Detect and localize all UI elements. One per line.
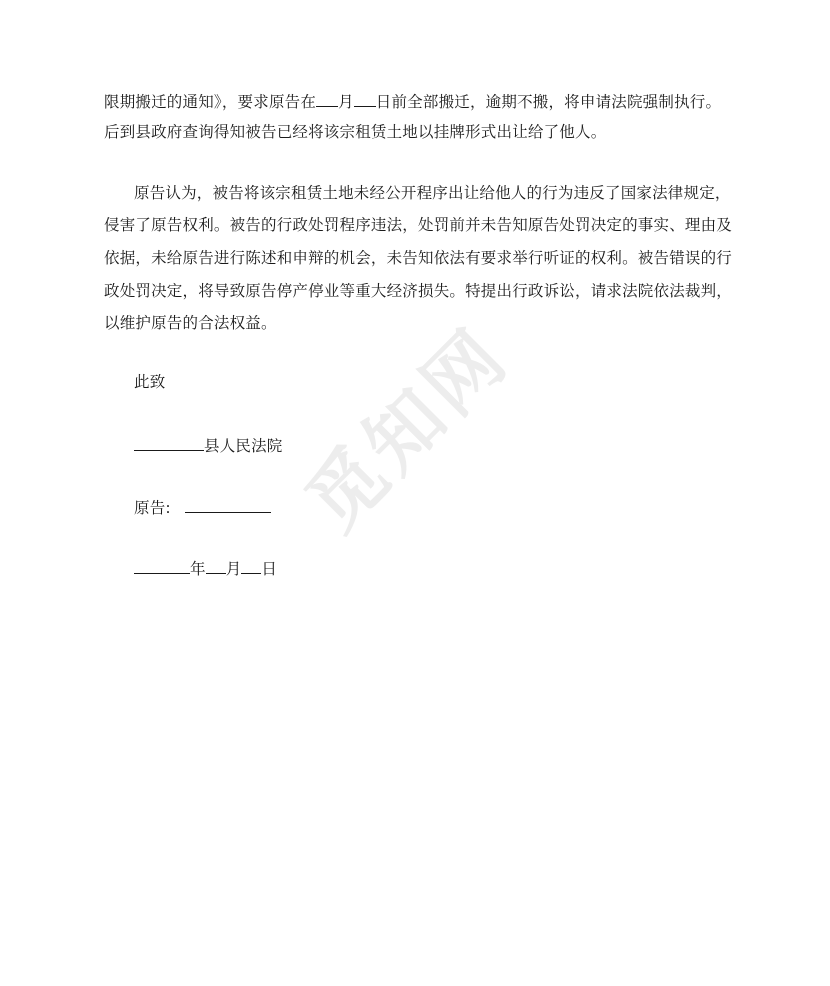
court-name: 县人民法院 — [204, 437, 283, 455]
date-line — [134, 557, 277, 579]
paragraph-2-line-3: 依据，未给原告进行陈述和申辩的机会，未告知依法有要求举行听证的权利。被告错误的行 — [104, 249, 733, 267]
date-day-label: 日 — [261, 560, 278, 578]
text-segment: 日前全部搬迁，逾期不搬，将申请法院强制执行。 — [375, 93, 722, 111]
paragraph-2-line-2: 侵害了原告权利。被告的行政处罚程序违法，处罚前并未告知原告处罚决定的事实、理由及 — [104, 216, 733, 234]
blank-month — [316, 90, 338, 107]
text-segment: 限期搬迁的通知》，要求原告在 — [104, 93, 317, 111]
blank-day — [354, 90, 376, 107]
text-segment: 月 — [338, 93, 354, 111]
blank-year — [134, 557, 190, 574]
date-month-label: 月 — [225, 560, 242, 578]
blank-day — [241, 557, 261, 574]
salutation: 此致 — [134, 373, 166, 391]
plaintiff-line — [134, 496, 271, 518]
blank-month — [206, 557, 226, 574]
paragraph-1-line-2: 后到县政府查询得知被告已经将该宗租赁土地以挂牌形式出让给了他人。 — [104, 123, 607, 141]
court-line — [134, 434, 283, 456]
paragraph-2-line-1: 原告认为，被告将该宗租赁土地未经公开程序出让给他人的行为违反了国家法律规定， — [134, 184, 731, 202]
paragraph-2-line-5: 以维护原告的合法权益。 — [104, 314, 277, 332]
plaintiff-label: 原告: — [134, 499, 171, 517]
watermark: 觅知网 — [288, 310, 526, 548]
blank-county — [134, 434, 204, 451]
paragraph-2-line-4: 政处罚决定，将导致原告停产停业等重大经济损失。特提出行政诉讼，请求法院依法裁判， — [104, 282, 733, 300]
blank-plaintiff — [185, 496, 271, 513]
paragraph-1-line-1 — [104, 90, 721, 112]
date-year-label: 年 — [190, 560, 206, 578]
